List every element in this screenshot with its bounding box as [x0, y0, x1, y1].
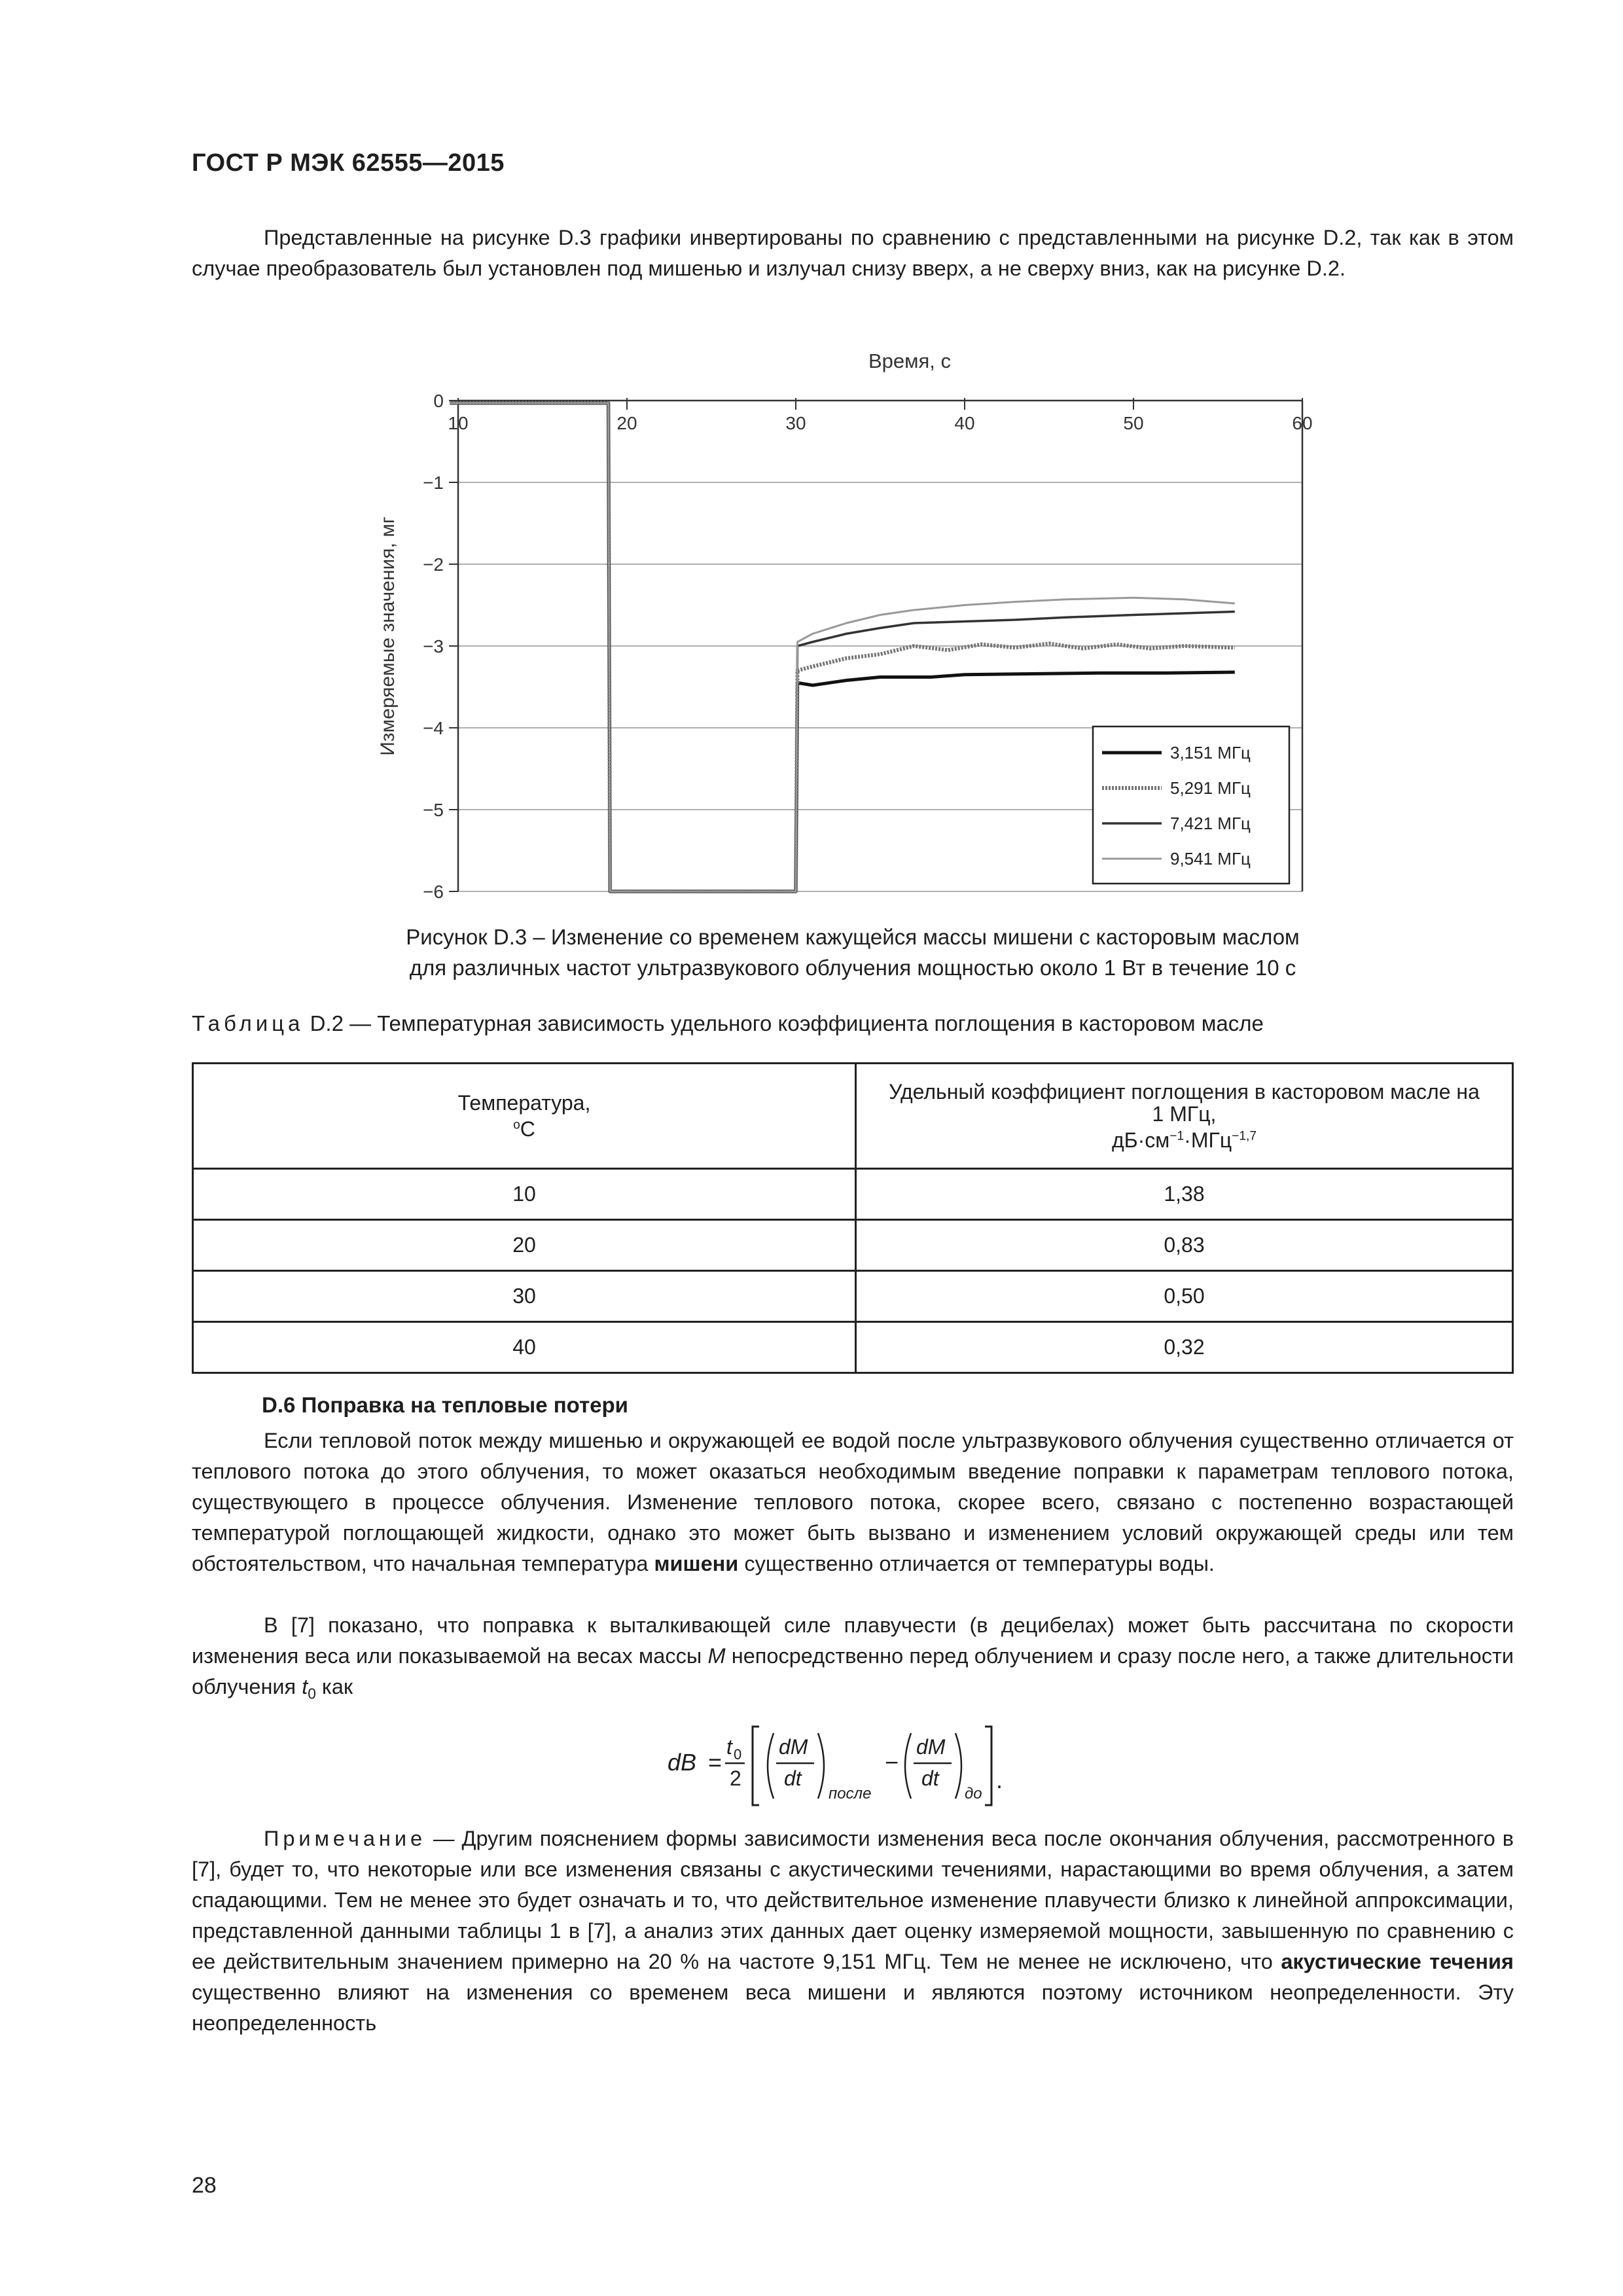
formula-dt-1: dt [784, 1767, 802, 1790]
paragraph2-var-t: t [302, 1675, 308, 1698]
cell-coefficient: 1,38 [856, 1169, 1513, 1220]
x-tick-label: 60 [1292, 413, 1313, 433]
paragraph2-text-a: В [7] показано, что поправка к выталкивающей силе плавучести (в децибелах) может быть рассчитана по скорости изменения веса или показываемой на весах массы [192, 1613, 1514, 1668]
legend-label: 7,421 МГц [1170, 814, 1251, 833]
cell-temperature: 10 [193, 1169, 856, 1220]
section-title: D.6 Поправка на тепловые потери [262, 1393, 628, 1417]
intro-paragraph: Представленные на рисунке D.3 графики инвертированы по сравнению с представленными на рисунке D.2, так как в этом случае преобразователь был установлен под мишенью и излучал снизу вверх, а не сверху вниз, как на рисунке D.2. [192, 226, 1514, 280]
formula [654, 1715, 1060, 1820]
legend-label: 3,151 МГц [1170, 743, 1251, 762]
formula-dm-2: dM [916, 1735, 946, 1759]
paragraph2-text-c: как [321, 1675, 353, 1698]
cell-coefficient: 0,32 [856, 1322, 1513, 1373]
paragraph2-var-t-sub: 0 [308, 1685, 316, 1702]
y-tick-label: −6 [423, 882, 444, 902]
y-tick-label: −5 [423, 800, 444, 820]
legend-label: 5,291 МГц [1170, 778, 1251, 798]
paragraph-buoyancy [192, 1610, 1514, 1710]
note-text-b: существенно влияют на изменения со временем веса мишени и являются поэтому источником неопределенности. Эту неопределенность [192, 1981, 1514, 2035]
formula-left-paren-1 [768, 1733, 774, 1799]
paragraph1-text-a: Если тепловой поток между мишенью и окружающей ее водой после ультразвукового облучения существенно отличается от теплового потока до этого облучения, то может оказаться необходимым введение поправки к параметрам теплового потока, существующего в процессе облучения. Изменение теплового потока, скорее всего, связано с постепенно возрастающей температурой поглощающей жидкости, однако это может быть вызвано и изменением условий окружающей среды или тем обстоятельством, что начальная температура [192, 1429, 1514, 1575]
x-tick-label: 10 [448, 413, 469, 433]
absorption-table [192, 1062, 1514, 1374]
table-row [193, 1322, 1513, 1373]
page-number: 28 [192, 2173, 217, 2198]
table-header-row [193, 1064, 1513, 1169]
chart-legend [1093, 726, 1289, 884]
cell-temperature: 40 [193, 1322, 856, 1373]
y-tick-label: −3 [423, 636, 444, 656]
table-caption-text: D.2 — Температурная зависимость удельного коэффициента поглощения в касторовом масле [310, 1011, 1264, 1035]
table-row [193, 1220, 1513, 1271]
paragraph1-bold: мишени [654, 1552, 739, 1575]
table-row [193, 1169, 1513, 1220]
y-tick-labels [423, 391, 458, 902]
figure-d3-chart [373, 340, 1315, 903]
table-row [193, 1271, 1513, 1322]
note-text-a: — Другим пояснением формы зависимости изменения веса после окончания облучения, рассмотренного в [7], будет то, что некоторые или все изменения связаны с акустическими течениями, нарастающими во время облучения, а затем спадающими. Тем не менее это будет означать и то, что действительное изменение плавучести близко к линейной аппроксимации, представленной данными таблицы 1 в [7], а анализ этих данных дает оценку измеряемой мощности, завышенную по сравнению с ее действительным значением примерно на 20 % на частоте 9,151 МГц. Тем не менее не исключено, что [192, 1827, 1514, 1973]
cell-temperature: 30 [193, 1271, 856, 1322]
formula-before: до [965, 1785, 982, 1803]
y-tick-label: −2 [423, 554, 444, 575]
y-axis-label: Измеряемые значения, мг [377, 516, 399, 756]
note-label: Примечание [264, 1827, 427, 1850]
formula-denominator: 2 [730, 1767, 741, 1790]
cell-temperature: 20 [193, 1220, 856, 1271]
header-coefficient-freq: 1 МГц, [1152, 1102, 1217, 1126]
x-tick-label: 30 [785, 413, 806, 433]
cell-coefficient: 0,50 [856, 1271, 1513, 1322]
formula-lhs: dB [668, 1749, 697, 1776]
formula-left-bracket [753, 1727, 759, 1805]
chart-title: Время, с [868, 350, 951, 372]
header-coefficient-label: Удельный коэффициент поглощения в касторовом масле на [889, 1080, 1480, 1104]
figure-caption-line2: для различных частот ультразвукового облучения мощностью около 1 Вт в течение 10 с [409, 956, 1296, 980]
note-paragraph [192, 1823, 1514, 2039]
x-tick-label: 40 [954, 413, 975, 433]
y-tick-label: 0 [433, 391, 444, 411]
figure-caption-line1: Рисунок D.3 – Изменение со временем кажущейся массы мишени с касторовым маслом [406, 925, 1300, 949]
x-tick-label: 20 [616, 413, 637, 433]
formula-minus: − [885, 1749, 899, 1776]
header-temperature [193, 1064, 856, 1169]
formula-dt-2: dt [921, 1767, 939, 1790]
formula-period: . [996, 1767, 1003, 1793]
header-temperature-unit: $^o$C [513, 1117, 535, 1141]
legend-label: 9,541 МГц [1170, 849, 1251, 869]
note-bold: акустические течения [1281, 1950, 1514, 1973]
formula-t0-sub: 0 [734, 1746, 742, 1763]
formula-dm-1: dM [779, 1735, 808, 1759]
header-coefficient [856, 1064, 1513, 1169]
formula-left-paren-2 [905, 1733, 911, 1799]
document-header: ГОСТ Р МЭК 62555—2015 [192, 149, 505, 177]
y-tick-label: −4 [423, 718, 444, 738]
x-tick-label: 50 [1123, 413, 1144, 433]
table-caption [192, 1011, 1264, 1036]
formula-right-paren-1 [818, 1733, 824, 1799]
table-caption-label: Таблица [192, 1011, 304, 1035]
header-temperature-label: Температура, [457, 1091, 591, 1115]
header-coefficient-unit: $дБ\cdot см^{-1}\cdot МГц^{-1,7}$ [1111, 1128, 1257, 1152]
formula-t0: t [726, 1735, 732, 1759]
formula-equals: = [708, 1749, 722, 1776]
formula-right-paren-2 [955, 1733, 961, 1799]
paragraph1-text-b: существенно отличается от температуры воды. [744, 1552, 1215, 1575]
formula-right-bracket [985, 1727, 991, 1805]
paragraph2-var-m: M [707, 1644, 726, 1668]
y-tick-label: −1 [423, 473, 444, 493]
cell-coefficient: 0,83 [856, 1220, 1513, 1271]
paragraph-heat-flow [192, 1426, 1514, 1579]
formula-after: после [829, 1785, 872, 1803]
paragraph2-text-b: непосредственно перед облучением и сразу после него, а также длительности облучения [192, 1644, 1514, 1698]
